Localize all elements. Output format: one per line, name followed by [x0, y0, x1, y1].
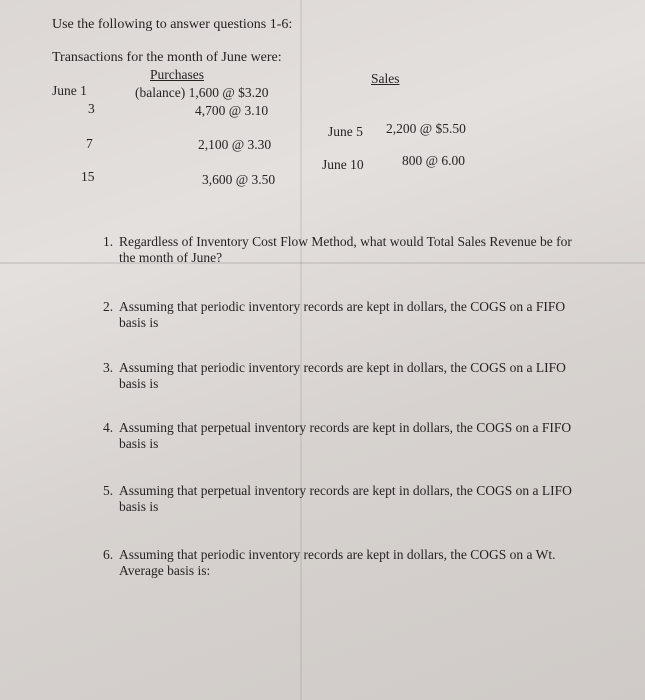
- question-text-continued: Average basis is:: [119, 563, 211, 578]
- question-number: 4.: [103, 420, 114, 435]
- question-4: [103, 420, 613, 452]
- purchase-date-2: 3: [88, 101, 95, 116]
- question-5: [103, 483, 613, 515]
- question-text: Assuming that perpetual inventory records are kept in dollars, the COGS on a LIFO: [119, 483, 572, 498]
- question-1: [103, 234, 613, 266]
- purchases-header: Purchases: [150, 67, 204, 82]
- question-text: Regardless of Inventory Cost Flow Method, what would Total Sales Revenue be for: [119, 234, 572, 249]
- sales-header: Sales: [371, 71, 400, 86]
- intro-text: Use the following to answer questions 1-6:: [52, 17, 293, 32]
- question-text: Assuming that perpetual inventory records are kept in dollars, the COGS on a FIFO: [119, 420, 572, 435]
- question-text: Assuming that periodic inventory records are kept in dollars, the COGS on a FIFO: [119, 299, 566, 314]
- question-number: 2.: [103, 299, 114, 314]
- purchase-detail-3: 2,100 @ 3.30: [198, 137, 272, 152]
- sale-date-2: June 10: [322, 157, 364, 172]
- question-text-continued: the month of June?: [119, 250, 223, 265]
- question-text: Assuming that periodic inventory records are kept in dollars, the COGS on a Wt.: [119, 547, 556, 562]
- question-number: 6.: [103, 547, 114, 562]
- transactions-heading: Transactions for the month of June were:: [52, 50, 282, 65]
- purchase-detail-2: 4,700 @ 3.10: [195, 103, 269, 118]
- question-text-continued: basis is: [119, 499, 159, 514]
- question-text-continued: basis is: [119, 436, 159, 451]
- question-number: 1.: [103, 234, 114, 249]
- question-3: [103, 360, 613, 392]
- paper-fold-vertical: [300, 0, 302, 700]
- purchase-detail-1: (balance) 1,600 @ $3.20: [135, 85, 269, 100]
- question-text-continued: basis is: [119, 376, 159, 391]
- question-number: 3.: [103, 360, 114, 375]
- question-text-continued: basis is: [119, 315, 159, 330]
- question-text: Assuming that periodic inventory records are kept in dollars, the COGS on a LIFO: [119, 360, 566, 375]
- purchase-date-4: 15: [81, 169, 95, 184]
- purchase-date-1: June 1: [52, 83, 87, 98]
- purchase-date-3: 7: [86, 136, 93, 151]
- question-2: [103, 299, 613, 331]
- purchase-detail-4: 3,600 @ 3.50: [202, 172, 276, 187]
- sale-date-1: June 5: [328, 124, 363, 139]
- question-6: [103, 547, 613, 579]
- sale-detail-1: 2,200 @ $5.50: [386, 121, 466, 136]
- question-number: 5.: [103, 483, 114, 498]
- sale-detail-2: 800 @ 6.00: [402, 153, 466, 168]
